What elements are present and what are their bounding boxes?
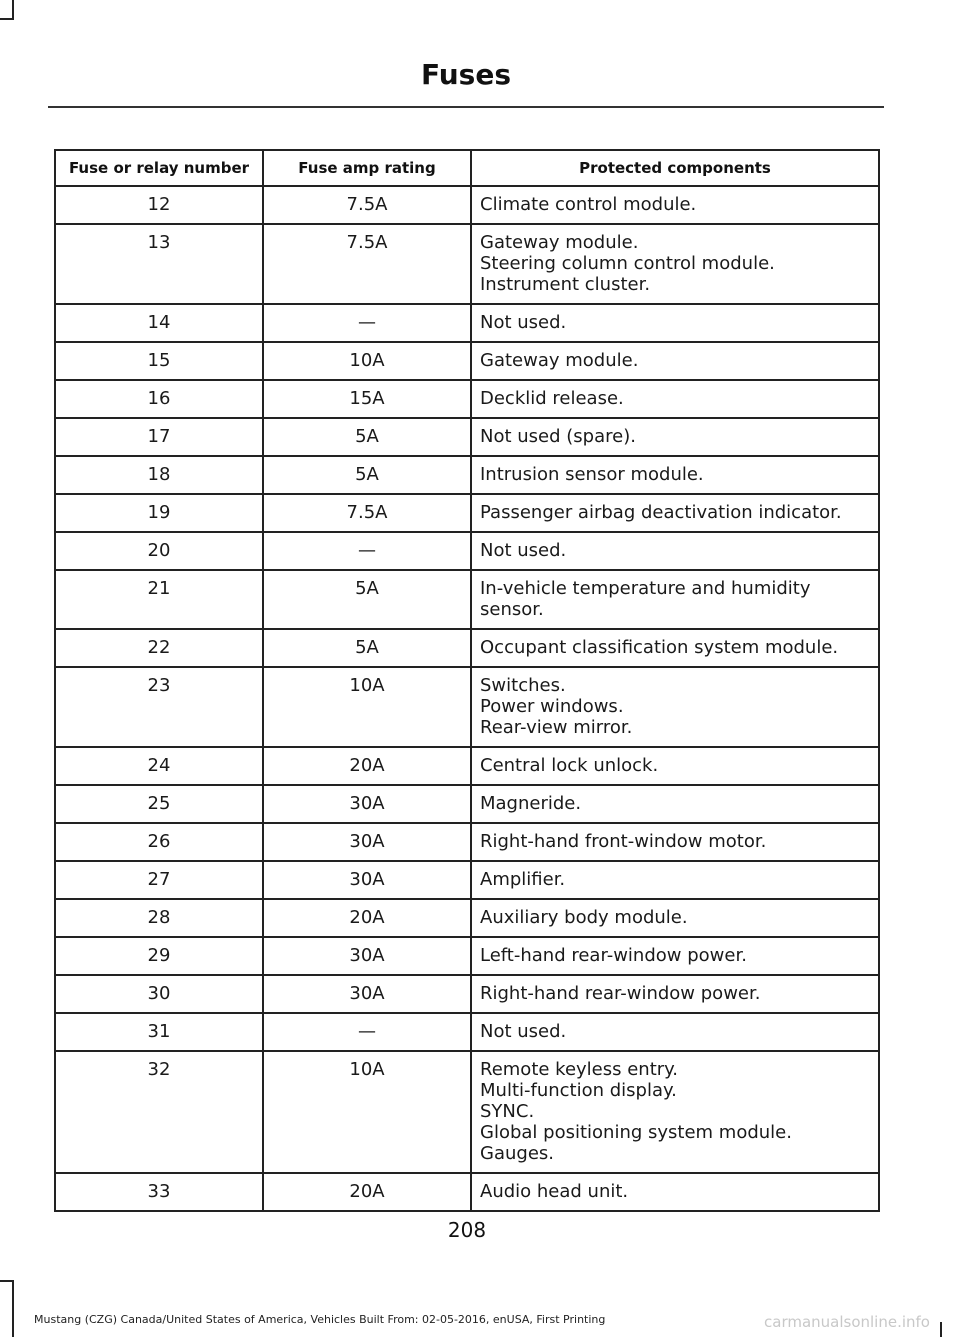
amp-rating-cell: 15A	[263, 380, 471, 418]
component-line: Not used.	[480, 312, 567, 333]
fuse-number-cell: 28	[55, 899, 263, 937]
protected-components-cell	[471, 785, 879, 823]
crop-mark-bottom-right-v	[940, 1322, 942, 1337]
component-line: Not used.	[480, 1021, 567, 1042]
protected-components-cell	[471, 342, 879, 380]
fuse-number-cell: 26	[55, 823, 263, 861]
fuse-number-cell: 27	[55, 861, 263, 899]
protected-components-cell	[471, 823, 879, 861]
fuse-number-cell: 15	[55, 342, 263, 380]
fuse-number-cell: 13	[55, 224, 263, 304]
table-row	[55, 342, 879, 380]
fuse-number-cell: 20	[55, 532, 263, 570]
table-row	[55, 823, 879, 861]
component-line: SYNC.	[480, 1101, 535, 1122]
fuse-table	[54, 149, 880, 1212]
protected-components-cell	[471, 380, 879, 418]
table-row	[55, 937, 879, 975]
table-row	[55, 186, 879, 224]
fuse-number-cell: 25	[55, 785, 263, 823]
table-header-row	[55, 150, 879, 186]
component-line: Passenger airbag deactivation indicator.	[480, 502, 842, 523]
fuse-number-cell: 16	[55, 380, 263, 418]
table-row	[55, 785, 879, 823]
component-line: Global positioning system module.	[480, 1122, 792, 1143]
amp-rating-cell: 30A	[263, 937, 471, 975]
component-line: Central lock unlock.	[480, 755, 659, 776]
amp-rating-cell: 7.5A	[263, 224, 471, 304]
component-line: Gauges.	[480, 1143, 554, 1164]
component-line: Power windows.	[480, 696, 624, 717]
component-line: Gateway module.	[480, 350, 639, 371]
fuse-number-cell: 12	[55, 186, 263, 224]
header-divider	[48, 106, 884, 108]
amp-rating-cell: 20A	[263, 1173, 471, 1211]
page-title: Fuses	[421, 58, 511, 91]
amp-rating-cell: 5A	[263, 418, 471, 456]
protected-components-cell	[471, 532, 879, 570]
component-line: Audio head unit.	[480, 1181, 629, 1202]
table-row	[55, 494, 879, 532]
protected-components-cell	[471, 937, 879, 975]
component-line: Left-hand rear-window power.	[480, 945, 747, 966]
component-line: Climate control module.	[480, 194, 697, 215]
component-line: sensor.	[480, 599, 544, 620]
column-header-amp-rating: Fuse amp rating	[263, 150, 471, 186]
table-row	[55, 861, 879, 899]
component-line: Auxiliary body module.	[480, 907, 688, 928]
amp-rating-cell: 5A	[263, 629, 471, 667]
component-line: Steering column control module.	[480, 253, 775, 274]
protected-components-cell	[471, 747, 879, 785]
component-line: Gateway module.	[480, 232, 639, 253]
protected-components-cell	[471, 629, 879, 667]
amp-rating-cell: —	[263, 304, 471, 342]
table-row	[55, 667, 879, 747]
component-line: Switches.	[480, 675, 566, 696]
table-row	[55, 224, 879, 304]
amp-rating-cell: 10A	[263, 667, 471, 747]
crop-mark-bottom-left-v	[12, 1280, 14, 1337]
protected-components-cell	[471, 1013, 879, 1051]
component-line: Magneride.	[480, 793, 582, 814]
fuse-number-cell: 23	[55, 667, 263, 747]
page-number: 208	[447, 1218, 487, 1242]
component-line: Rear-view mirror.	[480, 717, 633, 738]
component-line: Occupant classification system module.	[480, 637, 839, 658]
component-line: Instrument cluster.	[480, 274, 651, 295]
protected-components-cell	[471, 899, 879, 937]
table-row	[55, 629, 879, 667]
fuse-number-cell: 29	[55, 937, 263, 975]
fuse-table-body	[55, 186, 879, 1211]
protected-components-cell	[471, 418, 879, 456]
amp-rating-cell: 20A	[263, 899, 471, 937]
protected-components-cell	[471, 304, 879, 342]
component-line: Right-hand front-window motor.	[480, 831, 767, 852]
amp-rating-cell: 30A	[263, 975, 471, 1013]
table-row	[55, 975, 879, 1013]
amp-rating-cell: 10A	[263, 1051, 471, 1173]
fuse-number-cell: 32	[55, 1051, 263, 1173]
table-row	[55, 899, 879, 937]
fuse-number-cell: 30	[55, 975, 263, 1013]
amp-rating-cell: 5A	[263, 570, 471, 629]
component-line: In-vehicle temperature and humidity	[480, 578, 811, 599]
table-row	[55, 380, 879, 418]
fuse-number-cell: 22	[55, 629, 263, 667]
fuse-number-cell: 31	[55, 1013, 263, 1051]
protected-components-cell	[471, 570, 879, 629]
component-line: Decklid release.	[480, 388, 624, 409]
crop-mark-top-left-v	[12, 0, 14, 18]
footer-publication-info: Mustang (CZG) Canada/United States of America, Vehicles Built From: 02-05-2016, enUSA, First Printing	[34, 1313, 606, 1326]
protected-components-cell	[471, 186, 879, 224]
fuse-number-cell: 33	[55, 1173, 263, 1211]
table-row	[55, 570, 879, 629]
fuse-number-cell: 14	[55, 304, 263, 342]
table-row	[55, 1013, 879, 1051]
component-line: Right-hand rear-window power.	[480, 983, 761, 1004]
table-row	[55, 304, 879, 342]
protected-components-cell	[471, 1051, 879, 1173]
fuse-number-cell: 19	[55, 494, 263, 532]
protected-components-cell	[471, 494, 879, 532]
table-row	[55, 532, 879, 570]
amp-rating-cell: 7.5A	[263, 186, 471, 224]
protected-components-cell	[471, 975, 879, 1013]
amp-rating-cell: —	[263, 532, 471, 570]
table-row	[55, 1051, 879, 1173]
amp-rating-cell: 20A	[263, 747, 471, 785]
amp-rating-cell: 5A	[263, 456, 471, 494]
amp-rating-cell: 30A	[263, 785, 471, 823]
amp-rating-cell: 10A	[263, 342, 471, 380]
table-row	[55, 1173, 879, 1211]
protected-components-cell	[471, 1173, 879, 1211]
amp-rating-cell: 30A	[263, 823, 471, 861]
protected-components-cell	[471, 667, 879, 747]
protected-components-cell	[471, 456, 879, 494]
amp-rating-cell: —	[263, 1013, 471, 1051]
fuse-number-cell: 21	[55, 570, 263, 629]
table-row	[55, 747, 879, 785]
component-line: Multi-function display.	[480, 1080, 677, 1101]
amp-rating-cell: 30A	[263, 861, 471, 899]
table-row	[55, 456, 879, 494]
fuse-number-cell: 18	[55, 456, 263, 494]
amp-rating-cell: 7.5A	[263, 494, 471, 532]
fuse-number-cell: 17	[55, 418, 263, 456]
protected-components-cell	[471, 861, 879, 899]
crop-mark-top-left-h	[0, 18, 14, 20]
component-line: Amplifier.	[480, 869, 566, 890]
watermark: carmanualsonline.info	[764, 1313, 930, 1331]
column-header-fuse-number: Fuse or relay number	[55, 150, 263, 186]
column-header-protected-components: Protected components	[471, 150, 879, 186]
component-line: Not used.	[480, 540, 567, 561]
component-line: Not used (spare).	[480, 426, 636, 447]
protected-components-cell	[471, 224, 879, 304]
component-line: Remote keyless entry.	[480, 1059, 678, 1080]
fuse-number-cell: 24	[55, 747, 263, 785]
crop-mark-bottom-left-h	[0, 1280, 14, 1282]
table-row	[55, 418, 879, 456]
component-line: Intrusion sensor module.	[480, 464, 704, 485]
